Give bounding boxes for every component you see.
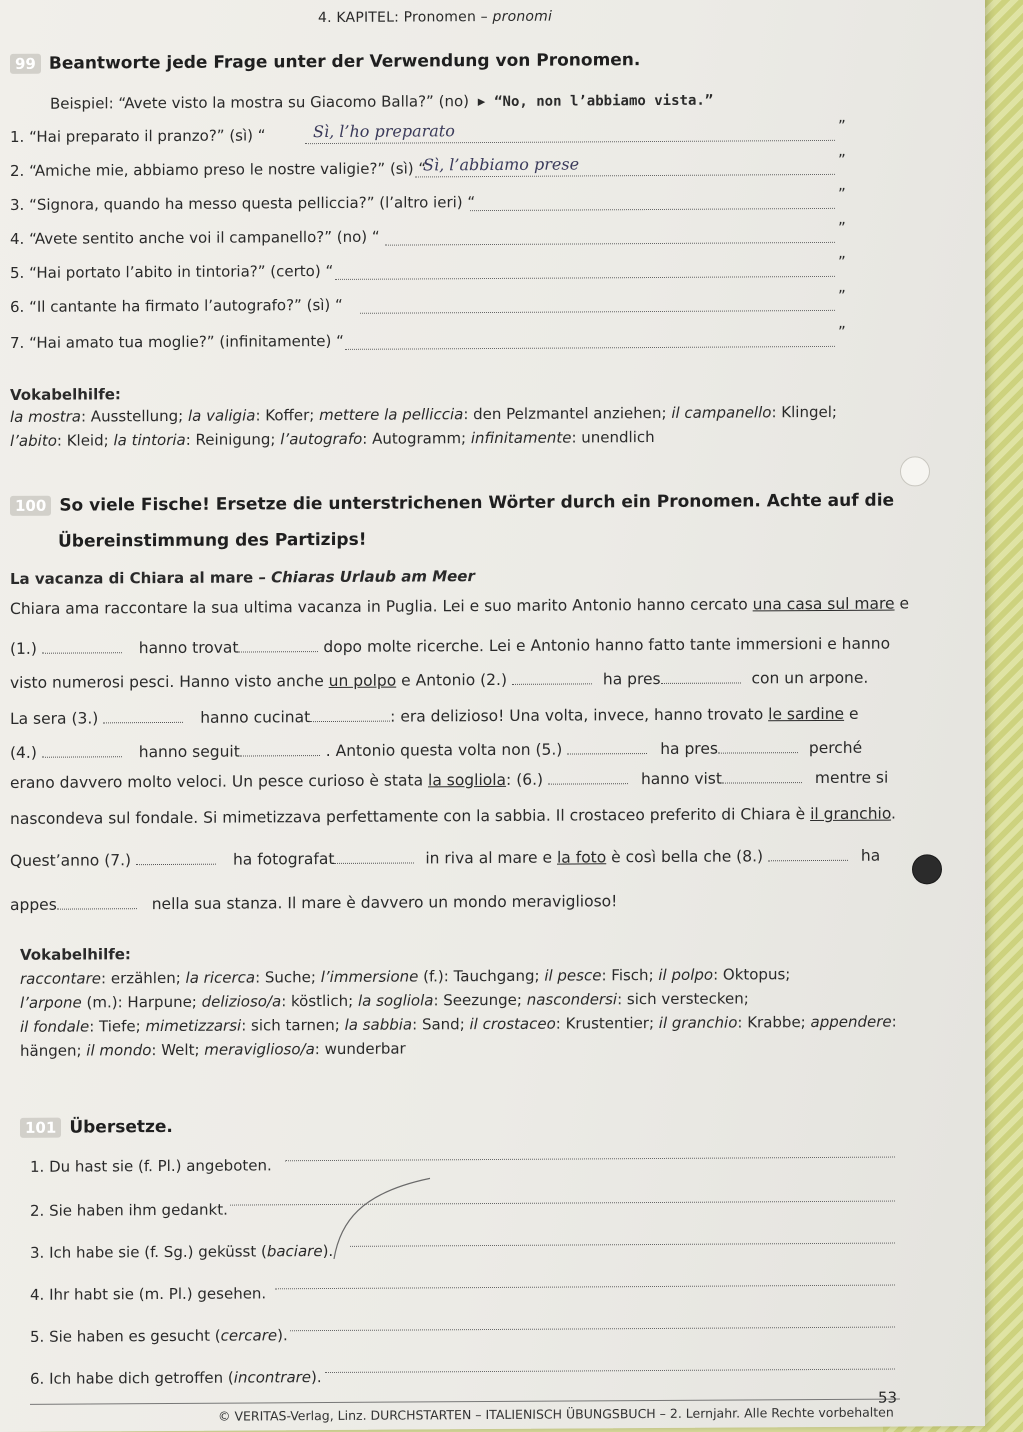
handwritten-answer: Sì, l’abbiamo prese <box>423 154 580 175</box>
vocab-term: il granchio <box>658 1013 738 1032</box>
sentence-text: 6. Ich habe dich getroffen ( <box>30 1368 234 1388</box>
closing-quote: ” <box>838 150 846 169</box>
vocab-translation: : Fisch; <box>601 965 659 985</box>
vocab-term: meraviglioso/a <box>204 1040 315 1059</box>
vocab-translation: (f.): Tauchgang; <box>418 966 545 986</box>
verb-hint: baciare <box>266 1242 323 1261</box>
closing-paren: ). <box>322 1241 334 1261</box>
question-row <box>10 126 266 146</box>
vocab-line <box>10 403 837 426</box>
verb-hint: cercare <box>220 1326 278 1345</box>
translation-line[interactable] <box>275 1285 895 1290</box>
blank-ending-6[interactable] <box>722 782 802 783</box>
vocab-heading: Vokabelhilfe: <box>10 385 121 404</box>
blank-ending-8[interactable] <box>57 908 137 909</box>
exercise-101-heading <box>20 1117 173 1138</box>
vocab-translation: : köstlich; <box>281 991 358 1011</box>
vocab-term: la mostra <box>10 407 81 426</box>
punch-hole <box>900 456 930 486</box>
translation-line[interactable] <box>285 1157 895 1162</box>
vocab-line <box>20 965 790 988</box>
closing-paren: ). <box>311 1368 322 1387</box>
blank-4[interactable] <box>42 756 122 757</box>
vocab-term: delizioso/a <box>201 992 282 1011</box>
story-line-6: erano davvero molto veloci. Un pesce curioso è stata la sogliola: (6.) hanno vist mentre si <box>10 768 889 792</box>
sentence-text: 2. Sie haben ihm gedankt. <box>30 1200 228 1220</box>
vocab-translation: : Welt; <box>151 1040 205 1060</box>
blank-3[interactable] <box>103 722 183 723</box>
verb-hint: incontrare <box>233 1368 312 1387</box>
sentence-text: 5. Sie haben es gesucht ( <box>30 1326 221 1346</box>
vocab-line <box>20 1040 406 1060</box>
answer-line[interactable] <box>470 208 835 211</box>
closing-quote: ” <box>838 218 846 237</box>
answer-line[interactable] <box>415 174 835 178</box>
blank-8[interactable] <box>768 860 848 861</box>
story-line-7: nascondeva sul fondale. Si mimetizzava perfettamente con la sabbia. Il crostaceo preferito di Chiara è il granchio. <box>10 804 896 828</box>
vocab-term: raccontare <box>20 969 102 988</box>
example-answer: “No, non l’abbiamo vista.” <box>494 92 714 110</box>
answer-line[interactable] <box>345 346 835 350</box>
sentence-row <box>30 1368 322 1388</box>
example-question: Beispiel: “Avete visto la mostra su Giacomo Balla?” (no) <box>50 92 469 113</box>
sentence-text: 3. Ich habe sie (f. Sg.) geküsst ( <box>30 1242 267 1262</box>
question-text: 5. “Hai portato l’abito in tintoria?” (certo) “ <box>10 261 334 282</box>
blank-ending-7[interactable] <box>334 862 414 863</box>
vocab-line <box>20 1013 897 1036</box>
answer-line[interactable] <box>360 310 835 314</box>
sentence-row <box>30 1201 228 1220</box>
vocab-term: l’abito <box>10 431 57 450</box>
vocab-term: nascondersi <box>526 990 618 1009</box>
vocab-term: l’immersione <box>320 967 419 987</box>
vocab-translation: : wunderbar <box>314 1039 406 1059</box>
blank-ending-4[interactable] <box>240 755 320 756</box>
exercise-title: Beantworte jede Frage unter der Verwendung von Pronomen. <box>48 50 641 74</box>
vocab-translation: : Klingel; <box>771 402 837 422</box>
blank-5[interactable] <box>567 753 647 754</box>
closing-paren: ). <box>277 1326 288 1345</box>
underlined-word: la sogliola <box>428 770 507 790</box>
vocab-term: il fondale <box>20 1017 90 1036</box>
blank-7[interactable] <box>136 864 216 865</box>
question-text: 1. “Hai preparato il pranzo?” (sì) “ <box>10 126 266 146</box>
vocab-translation: : den Pelzmantel anziehen; <box>463 403 672 424</box>
pencil-mark <box>330 1172 440 1263</box>
vocab-term: l’arpone <box>20 993 82 1012</box>
question-row <box>10 159 426 180</box>
translation-line[interactable] <box>325 1369 895 1373</box>
vocab-translation: : Krustentier; <box>555 1013 659 1033</box>
punch-hole <box>912 854 942 884</box>
vocab-term: la sogliola <box>357 991 434 1010</box>
vocab-translation: : Kleid; <box>56 431 114 450</box>
vocab-translation: : Autogramm; <box>362 429 471 448</box>
vocab-term: appendere <box>810 1012 892 1032</box>
closing-quote: ” <box>838 286 846 305</box>
story-title-de: Chiaras Urlaub am Meer <box>271 567 475 587</box>
question-row <box>10 193 475 214</box>
footer-copyright: © VERITAS-Verlag, Linz. DURCHSTARTEN – ITALIENISCH ÜBUNGSBUCH – 2. Lernjahr. Alle Rechte vorbehalten <box>218 1404 894 1424</box>
translation-line[interactable] <box>290 1327 895 1332</box>
blank-ending-2[interactable] <box>661 682 741 683</box>
underlined-word: una casa sul mare <box>752 594 895 614</box>
vocab-translation: : Seezunge; <box>433 990 527 1010</box>
vocab-term: la ricerca <box>185 968 256 987</box>
blank-1[interactable] <box>42 652 122 653</box>
chapter-header <box>318 9 552 26</box>
story-line-9: appes nella sua stanza. Il mare è davvero un mondo meraviglioso! <box>10 892 618 914</box>
vocab-translation: : Krabbe; <box>737 1013 811 1032</box>
question-row <box>10 332 344 352</box>
answer-line[interactable] <box>335 276 835 280</box>
exercise-title: So viele Fische! Ersetze die unterstrichenen Wörter durch ein Pronomen. Achte auf die <box>59 490 895 516</box>
exercise-number: 100 <box>10 496 51 516</box>
vocab-term: mettere la pelliccia <box>319 405 464 425</box>
chapter-subtitle: pronomi <box>492 8 553 25</box>
vocab-translation: : Ausstellung; <box>80 406 189 426</box>
sentence-row <box>30 1242 333 1262</box>
blank-ending-1[interactable] <box>238 651 318 652</box>
closing-quote: ” <box>838 322 846 341</box>
question-row <box>10 228 380 248</box>
story-title-it: La vacanza di Chiara al mare – <box>10 568 272 588</box>
question-row <box>10 262 333 282</box>
exercise-100-heading <box>10 491 894 516</box>
vocab-translation: : Suche; <box>255 968 321 987</box>
question-text: 3. “Signora, quando ha messo questa pelliccia?” (l’altro ieri) “ <box>10 193 476 214</box>
closing-quote: ” <box>838 252 846 271</box>
closing-quote: ” <box>838 184 846 203</box>
vocab-translation: : Oktopus; <box>713 965 791 984</box>
vocab-translation: : Tiefe; <box>89 1017 146 1036</box>
blank-ending-5[interactable] <box>718 752 798 753</box>
footer-rule <box>30 1399 900 1405</box>
sentence-text: 1. Du hast sie (f. Pl.) angeboten. <box>30 1156 272 1176</box>
question-text: 7. “Hai amato tua moglie?” (infinitamente) “ <box>10 331 344 352</box>
vocab-line <box>10 428 655 450</box>
sentence-row <box>30 1326 288 1346</box>
exercise-title: Übersetze. <box>69 1116 173 1138</box>
underlined-word: la foto <box>557 848 607 867</box>
sentence-row <box>30 1284 266 1303</box>
vocab-term: infinitamente <box>470 428 572 448</box>
question-text: 4. “Avete sentito anche voi il campanello?” (no) “ <box>10 227 380 248</box>
sentence-row <box>30 1156 272 1175</box>
sentence-text: 4. Ihr habt sie (m. Pl.) gesehen. <box>30 1284 267 1304</box>
vocab-term: il crostaceo <box>469 1014 556 1034</box>
vocab-term: mimetizzarsi <box>145 1016 242 1036</box>
story-line-5: (4.) hanno seguit . Antonio questa volta non (5.) ha pres perché <box>10 738 863 762</box>
story-line-2: (1.) hanno trovat dopo molte ricerche. Lei e Antonio hanno fatto tante immersioni e hanno <box>10 634 891 658</box>
vocab-translation: : Sand; <box>412 1015 470 1034</box>
story-line-3: visto numerosi pesci. Hanno visto anche un polpo e Antonio (2.) ha pres con un arpone. <box>10 668 869 692</box>
story-line-1: Chiara ama raccontare la sua ultima vacanza in Puglia. Lei e suo marito Antonio hanno cercato una casa sul mare e <box>10 594 910 618</box>
page-number: 53 <box>878 1388 898 1407</box>
vocab-translation: : Reinigung; <box>185 430 281 449</box>
vocab-term: il polpo <box>658 965 714 984</box>
blank-ending-3[interactable] <box>310 721 390 722</box>
vocab-heading: Vokabelhilfe: <box>20 945 131 964</box>
exercise-number: 101 <box>20 1118 61 1138</box>
vocab-translation: : <box>891 1012 897 1031</box>
vocab-term: l’autografo <box>280 429 363 449</box>
exercise-99-example <box>50 91 713 113</box>
vocab-translation: : erzählen; <box>101 968 186 988</box>
vocab-term: il mondo <box>86 1041 152 1060</box>
vocab-translation: : sich tarnen; <box>241 1015 345 1035</box>
vocab-term: il campanello <box>671 403 772 422</box>
underlined-word: le sardine <box>768 704 845 724</box>
story-line-4: La sera (3.) hanno cucinat : era delizioso! Una volta, invece, hanno trovato le sardine e <box>10 704 859 728</box>
question-row <box>10 296 343 316</box>
arrow-icon: ▸ <box>477 92 486 111</box>
question-text: 2. “Amiche mie, abbiamo preso le nostre valigie?” (sì) “ <box>10 159 427 180</box>
story-title <box>10 567 475 588</box>
vocab-translation: (m.): Harpune; <box>81 992 202 1012</box>
underlined-word: un polpo <box>328 671 397 690</box>
vocab-line <box>20 989 749 1011</box>
vocab-translation: hängen; <box>20 1041 87 1060</box>
vocab-translation: : Koffer; <box>255 406 320 425</box>
vocab-term: il pesce <box>544 966 602 985</box>
exercise-99-heading <box>10 50 640 74</box>
vocab-translation: : unendlich <box>571 428 655 447</box>
underlined-word: il granchio <box>810 804 892 824</box>
handwritten-answer: Sì, l’ho preparato <box>313 121 455 142</box>
chapter-title: 4. KAPITEL: Pronomen – <box>318 8 493 27</box>
vocab-term: la sabbia <box>344 1015 413 1034</box>
blank-6[interactable] <box>548 783 628 784</box>
vocab-translation: : sich verstecken; <box>617 989 749 1009</box>
exercise-number: 99 <box>10 54 41 74</box>
closing-quote: ” <box>838 116 846 135</box>
vocab-term: la tintoria <box>113 430 186 450</box>
blank-2[interactable] <box>512 683 592 684</box>
exercise-title-continued: Übereinstimmung des Partizips! <box>58 529 367 552</box>
story-line-8: Quest’anno (7.) ha fotografat in riva al mare e la foto è così bella che (8.) ha <box>10 846 881 870</box>
question-text: 6. “Il cantante ha firmato l’autografo?” (sì) “ <box>10 295 343 316</box>
vocab-term: la valigia <box>188 406 256 425</box>
answer-line[interactable] <box>385 242 835 246</box>
